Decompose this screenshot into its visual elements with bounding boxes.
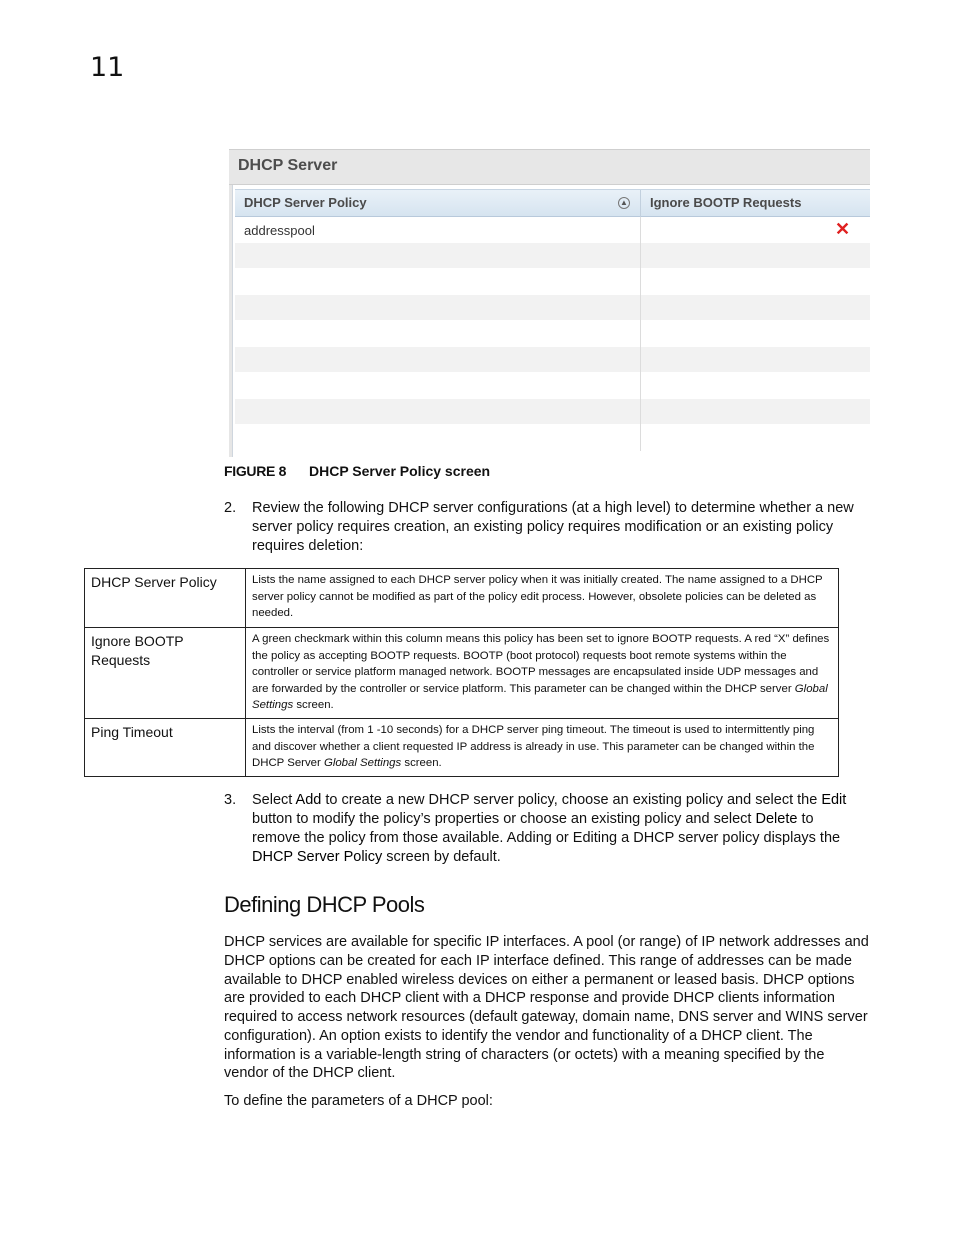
body-paragraph: DHCP services are available for specific IP interfaces. A pool (or range) of IP network addresses and DHCP options can be created for each IP interface defined. This range of addresses can be made available to DHCP enabled wireless devices on either a permanent or leased basis. DHCP options are provided to each DHCP client with a DHCP response and provide DHCP clients information required to access network resources (default gateway, domain name, DNS server and WINS server configuration). An option exists to identify the vendor and functionality of a DHCP client. The information is a variable-length string of characters (or octets) with a meaning specified by the vendor of the DHCP client. — [224, 934, 869, 1082]
cell-separator — [640, 321, 641, 347]
empty-row — [235, 399, 870, 425]
screen-ui-label: DHCP Server Policy — [252, 849, 383, 865]
desc-text-end: screen. — [401, 757, 442, 769]
delete-ui-label: Delete — [755, 811, 798, 827]
step-number: 2. — [224, 500, 237, 516]
grid-header — [235, 189, 870, 217]
param-name: Ping Timeout — [85, 719, 246, 777]
desc-emphasis: Global Settings — [323, 757, 402, 769]
step3-text-5: screen by default. — [382, 849, 501, 865]
empty-row — [235, 425, 870, 451]
step3-text-1: Select — [252, 792, 296, 808]
param-name: Ignore BOOTP Requests — [85, 628, 246, 719]
sort-icon[interactable]: ▲ — [618, 197, 630, 209]
column-header-ignore-bootp[interactable]: Ignore BOOTP Requests — [650, 195, 802, 210]
step3-text-3: button to modify the policy’s properties or choose an existing policy and select — [252, 811, 756, 827]
empty-row — [235, 269, 870, 295]
panel-header — [229, 149, 870, 185]
column-separator — [640, 190, 641, 218]
empty-row — [235, 321, 870, 347]
step3-text-4: to remove the policy from those available. Adding or Editing a DHCP server policy displays the — [252, 811, 841, 846]
cell-separator — [640, 425, 641, 451]
dhcp-server-screenshot — [229, 149, 870, 457]
table-row — [85, 628, 839, 719]
policy-grid — [235, 189, 870, 451]
param-description: Lists the name assigned to each DHCP server policy when it was initially created. The name assigned to a DHCP server policy cannot be modified as part of the policy edit process. However, obsolete policies can be deleted as needed. — [246, 569, 839, 628]
cell-separator — [640, 399, 641, 425]
add-ui-label: Add — [295, 792, 322, 808]
figure-caption — [224, 463, 491, 479]
param-name: DHCP Server Policy — [85, 569, 246, 628]
cell-separator — [640, 295, 641, 321]
empty-row — [235, 347, 870, 373]
empty-row — [235, 243, 870, 269]
table-row[interactable] — [235, 217, 870, 243]
chapter-number: 11 — [90, 52, 125, 83]
table-row — [85, 719, 839, 777]
desc-text: A green checkmark within this column means this policy has been set to ignore BOOTP requests. A red “X” defines the policy as accepting BOOTP requests. BOOTP (boot protocol) requests boot remote systems within the controller or service platform managed network. BOOTP messages are encapsulated inside UDP messages and are forwarded by the controller or service platform. This parameter can be changed within the DHCP server — [252, 633, 830, 695]
param-description — [246, 719, 839, 777]
table-row — [85, 569, 839, 628]
step-number: 3. — [224, 792, 237, 808]
desc-emphasis: Global Settings — [252, 682, 828, 711]
param-description — [246, 628, 839, 719]
column-header-policy[interactable]: DHCP Server Policy — [244, 195, 367, 210]
figure-label: FIGURE 8 — [224, 463, 287, 479]
panel-left-border — [229, 185, 233, 457]
cell-separator — [640, 373, 641, 399]
body-paragraph: To define the parameters of a DHCP pool: — [224, 1093, 493, 1109]
panel-title: DHCP Server — [238, 157, 338, 174]
figure-caption-text: DHCP Server Policy screen — [309, 463, 491, 479]
cell-separator — [640, 243, 641, 269]
desc-text: Lists the interval (from 1 -10 seconds) for a DHCP server ping timeout. The timeout is used to intermittently ping and discover whether a client requested IP address is already in use. This parameter can be changed within the DHCP Server — [252, 724, 815, 769]
step-text: Review the following DHCP server configurations (at a high level) to determine whether a new server policy requires creation, an existing policy requires modification or an existing policy requires deletion: — [252, 500, 854, 554]
cell-separator — [640, 269, 641, 295]
empty-row — [235, 373, 870, 399]
policy-name-cell: addresspool — [244, 223, 315, 238]
edit-ui-label: Edit — [821, 792, 847, 808]
cell-separator — [640, 347, 641, 373]
section-title: Defining DHCP Pools — [224, 892, 425, 917]
desc-text-end: screen. — [293, 699, 334, 711]
step-text — [252, 791, 864, 867]
cell-separator — [640, 217, 641, 243]
red-x-icon: ✕ — [835, 219, 851, 239]
parameters-table — [84, 568, 839, 777]
empty-row — [235, 295, 870, 321]
step3-text-2: to create a new DHCP server policy, choose an existing policy and select the — [321, 792, 822, 808]
